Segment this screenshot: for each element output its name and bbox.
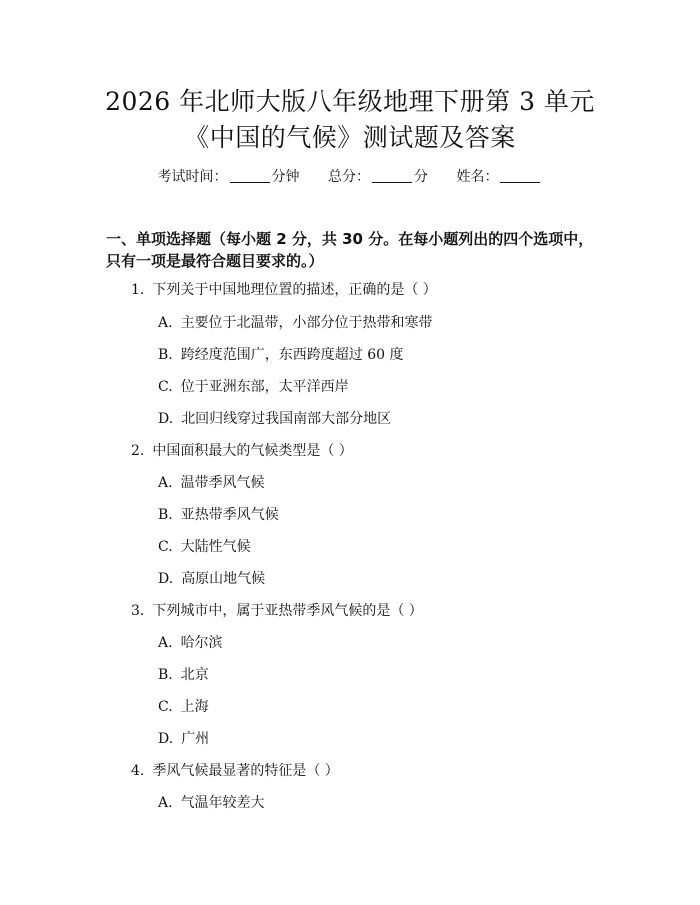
question-3-option-a: [158, 633, 223, 653]
question-2-option-c: [158, 537, 251, 557]
question-number: 3.: [131, 603, 145, 619]
exam-time-blank[interactable]: [230, 168, 270, 183]
question-1-option-a: [158, 313, 433, 333]
option-text: 跨经度范围广，东西跨度超过 60 度: [180, 347, 404, 363]
question-3-option-b: [158, 665, 209, 685]
question-text: 中国面积最大的气候类型是（ ）: [152, 443, 353, 459]
section-heading-single-choice: 一、单项选择题（每小题 2 分，共 30 分。在每小题列出的四个选项中，只有一项是最符合题目要求的。）: [106, 230, 594, 270]
question-4: [131, 761, 339, 781]
question-text: 下列关于中国地理位置的描述，正确的是（ ）: [152, 282, 437, 298]
option-text: 亚热带季风气候: [180, 507, 279, 523]
option-letter: C.: [158, 379, 173, 395]
option-letter: B.: [158, 347, 173, 363]
question-2: [131, 441, 353, 461]
question-text: 季风气候最显著的特征是（ ）: [152, 763, 339, 779]
option-letter: D.: [158, 731, 174, 747]
option-letter: A.: [158, 475, 173, 491]
total-score-blank[interactable]: [372, 168, 412, 183]
option-text: 气温年较差大: [180, 795, 265, 811]
student-name-label: 姓名：: [456, 169, 499, 185]
student-name-blank[interactable]: [500, 168, 540, 183]
option-text: 广州: [181, 731, 210, 747]
option-letter: D.: [158, 571, 174, 587]
option-text: 位于亚洲东部，太平洋西岸: [180, 379, 349, 395]
option-text: 北京: [180, 667, 209, 683]
total-score-label: 总分：: [328, 169, 370, 185]
document-title-line-2: 《中国的气候》测试题及答案: [184, 123, 516, 152]
question-number: 4.: [131, 763, 145, 779]
question-4-option-a: [158, 793, 265, 813]
document-title-line-1: 2026 年北师大版八年级地理下册第 3 单元: [105, 87, 595, 116]
question-2-option-b: [158, 505, 279, 525]
option-letter: A.: [158, 315, 173, 331]
exam-time-label: 考试时间：: [157, 169, 228, 185]
exam-time-field: [158, 166, 300, 188]
exam-time-unit: 分钟: [271, 169, 300, 185]
option-text: 北回归线穿过我国南部大部分地区: [181, 411, 392, 427]
option-letter: A.: [158, 635, 173, 651]
question-number: 2.: [131, 443, 145, 459]
option-letter: D.: [158, 411, 174, 427]
option-letter: A.: [158, 795, 173, 811]
option-text: 上海: [180, 699, 209, 715]
option-letter: B.: [158, 667, 173, 683]
question-1-option-d: [158, 409, 391, 429]
question-2-option-d: [158, 569, 265, 589]
option-text: 高原山地气候: [181, 571, 266, 587]
question-3: [131, 601, 423, 621]
question-3-option-c: [158, 697, 209, 717]
question-1-option-b: [158, 345, 403, 365]
question-3-option-d: [158, 729, 209, 749]
question-text: 下列城市中，属于亚热带季风气候的是（ ）: [152, 603, 423, 619]
question-1: [131, 280, 437, 300]
question-2-option-a: [158, 473, 265, 493]
student-name-field: [456, 166, 542, 188]
total-score-field: [328, 166, 428, 188]
question-1-option-c: [158, 377, 349, 397]
option-letter: B.: [158, 507, 173, 523]
question-number: 1.: [131, 282, 145, 298]
option-letter: C.: [158, 539, 173, 555]
option-text: 温带季风气候: [180, 475, 265, 491]
option-text: 大陆性气候: [180, 539, 251, 555]
exam-info-bar: [0, 166, 700, 188]
option-text: 主要位于北温带，小部分位于热带和寒带: [180, 315, 433, 331]
option-text: 哈尔滨: [180, 635, 223, 651]
total-score-unit: 分: [414, 169, 428, 185]
option-letter: C.: [158, 699, 173, 715]
